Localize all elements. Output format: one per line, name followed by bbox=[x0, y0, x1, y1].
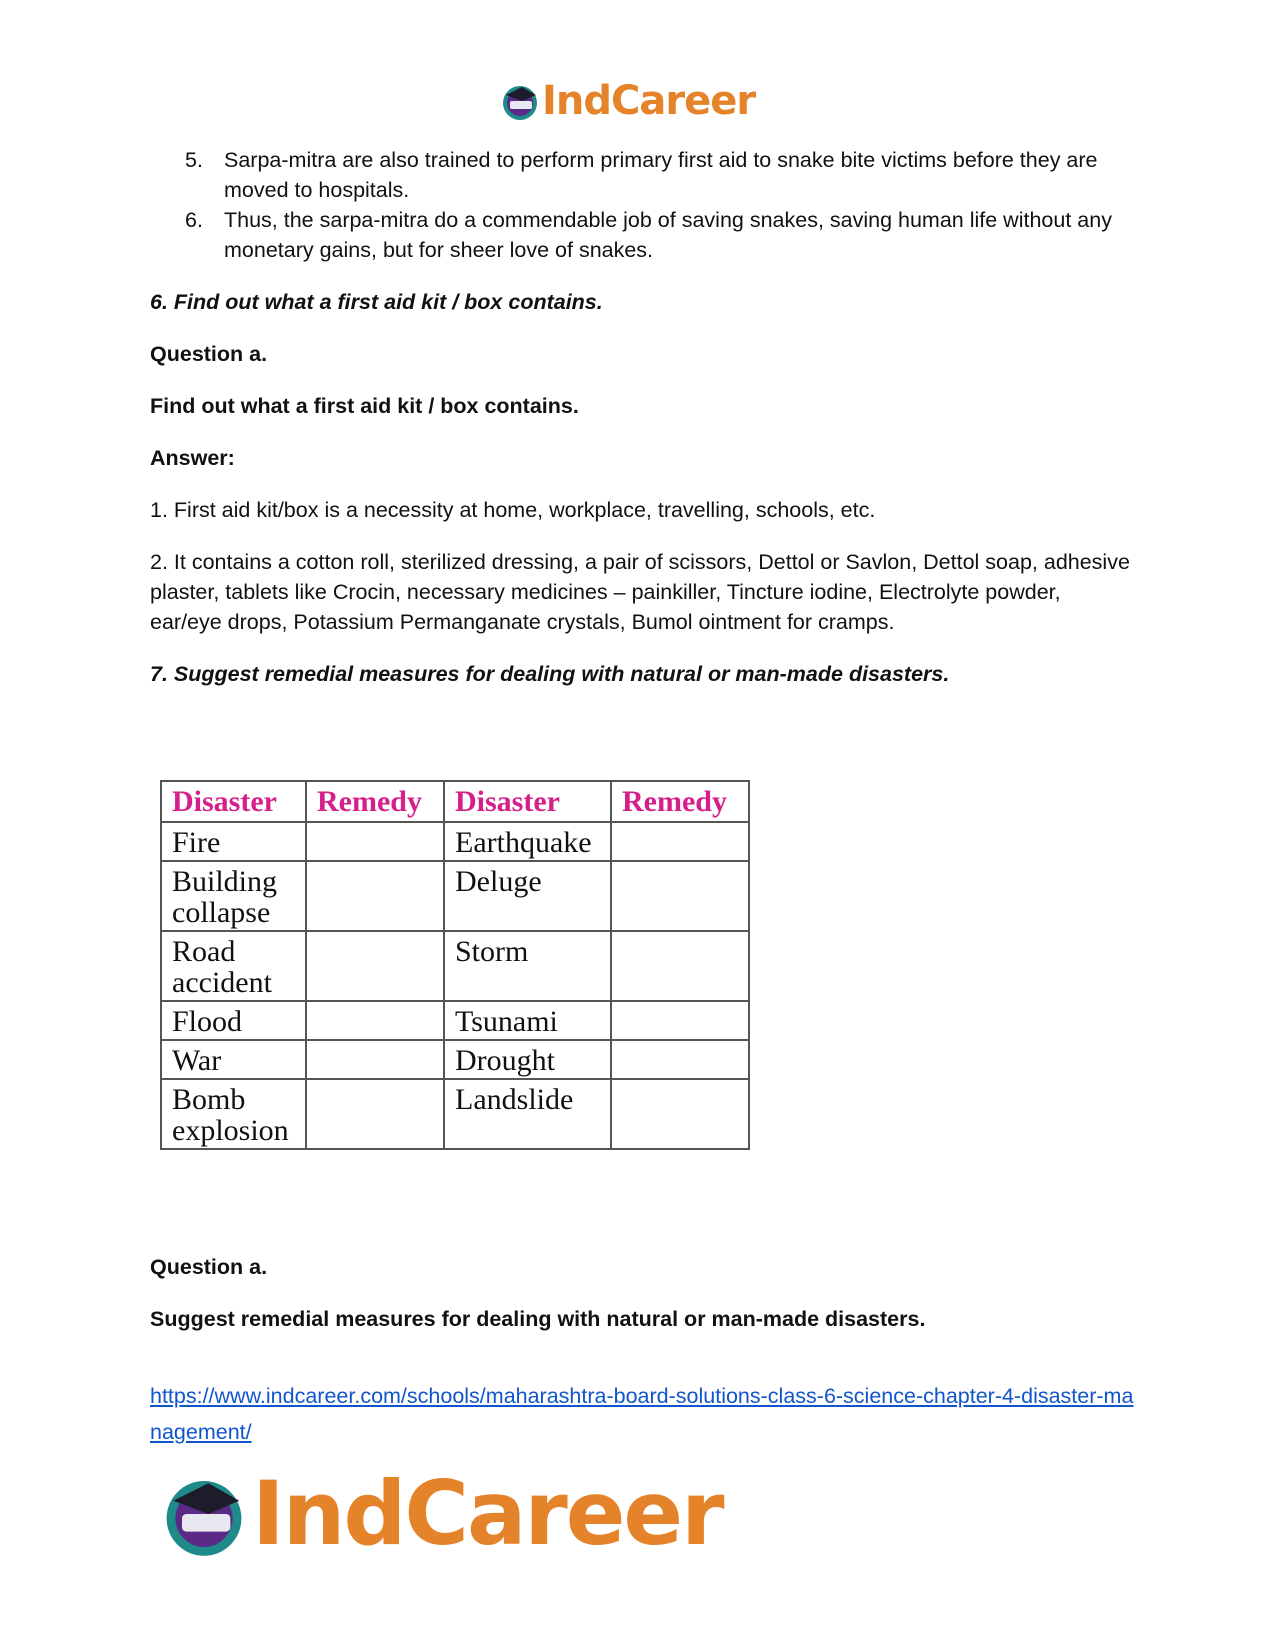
header-logo bbox=[500, 78, 755, 124]
source-link[interactable]: https://www.indcareer.com/schools/maharashtra-board-solutions-class-6-science-chapter-4-disaster-management/ bbox=[150, 1384, 1134, 1444]
list-item-number: 5. bbox=[185, 148, 203, 172]
question-label: Question a. bbox=[150, 1255, 268, 1279]
footer-logo bbox=[160, 1462, 723, 1565]
column-header-disaster: Disaster bbox=[444, 781, 611, 822]
table-cell-remedy bbox=[611, 861, 749, 931]
section-7-heading: 7. Suggest remedial measures for dealing with natural or man-made disasters. bbox=[150, 662, 950, 686]
table-cell-disaster: War bbox=[161, 1040, 306, 1079]
table-cell-disaster: Fire bbox=[161, 822, 306, 861]
table-cell-remedy bbox=[306, 1001, 444, 1040]
table-cell-disaster: Bomb explosion bbox=[161, 1079, 306, 1149]
table-cell-remedy bbox=[611, 1040, 749, 1079]
table-cell-remedy bbox=[611, 822, 749, 861]
table-row bbox=[161, 822, 749, 861]
table-cell-disaster: Drought bbox=[444, 1040, 611, 1079]
list-item-number: 6. bbox=[185, 208, 203, 232]
table-row bbox=[161, 1001, 749, 1040]
table-cell-remedy bbox=[306, 861, 444, 931]
table-cell-disaster: Building collapse bbox=[161, 861, 306, 931]
section-7-question bbox=[150, 1252, 925, 1334]
question-label: Question a. bbox=[150, 342, 268, 366]
answer-point-1: 1. First aid kit/box is a necessity at home, workplace, travelling, schools, etc. bbox=[150, 498, 876, 522]
table-cell-disaster: Storm bbox=[444, 931, 611, 1001]
table-row bbox=[161, 1079, 749, 1149]
section-6-heading: 6. Find out what a first aid kit / box contains. bbox=[150, 290, 603, 314]
table-header-row bbox=[161, 781, 749, 822]
question-text: Find out what a first aid kit / box contains. bbox=[150, 394, 579, 418]
header-logo-text: IndCareer bbox=[542, 78, 756, 124]
column-header-disaster: Disaster bbox=[161, 781, 306, 822]
table-cell-disaster: Earthquake bbox=[444, 822, 611, 861]
list-item bbox=[150, 145, 1130, 205]
list-item bbox=[150, 205, 1130, 265]
table-cell-disaster: Road accident bbox=[161, 931, 306, 1001]
indcareer-globe-icon bbox=[500, 81, 540, 121]
disaster-remedy-table bbox=[160, 780, 750, 1150]
table-cell-remedy bbox=[306, 931, 444, 1001]
column-header-remedy: Remedy bbox=[306, 781, 444, 822]
table-cell-disaster: Tsunami bbox=[444, 1001, 611, 1040]
list-item-text: Thus, the sarpa-mitra do a commendable job of saving snakes, saving human life without any monetary gains, but for sheer love of snakes. bbox=[224, 208, 1112, 262]
table-cell-remedy bbox=[306, 1040, 444, 1079]
answer-point-2: 2. It contains a cotton roll, sterilized dressing, a pair of scissors, Dettol or Savlon, Dettol soap, adhesive plaster, tablets like Crocin, necessary medicines – painkiller, Tincture iodine, Electrolyte powder, ear/eye drops, Potassium Permanganate crystals, Bumol ointment for cramps. bbox=[150, 550, 1130, 634]
numbered-list bbox=[150, 145, 1130, 265]
indcareer-globe-icon bbox=[160, 1470, 248, 1558]
list-item-text: Sarpa-mitra are also trained to perform primary first aid to snake bite victims before they are moved to hospitals. bbox=[224, 148, 1098, 202]
table-cell-disaster: Flood bbox=[161, 1001, 306, 1040]
table-cell-remedy bbox=[306, 1079, 444, 1149]
table-row bbox=[161, 861, 749, 931]
table-cell-disaster: Deluge bbox=[444, 861, 611, 931]
table-cell-remedy bbox=[306, 822, 444, 861]
table-cell-remedy bbox=[611, 931, 749, 1001]
table-row bbox=[161, 931, 749, 1001]
footer-logo-text: IndCareer bbox=[252, 1462, 723, 1565]
document-body bbox=[150, 145, 1130, 689]
table-cell-disaster: Landslide bbox=[444, 1079, 611, 1149]
table-row bbox=[161, 1040, 749, 1079]
column-header-remedy: Remedy bbox=[611, 781, 749, 822]
table-cell-remedy bbox=[611, 1079, 749, 1149]
answer-label: Answer: bbox=[150, 446, 235, 470]
table-cell-remedy bbox=[611, 1001, 749, 1040]
question-text: Suggest remedial measures for dealing with natural or man-made disasters. bbox=[150, 1307, 926, 1331]
